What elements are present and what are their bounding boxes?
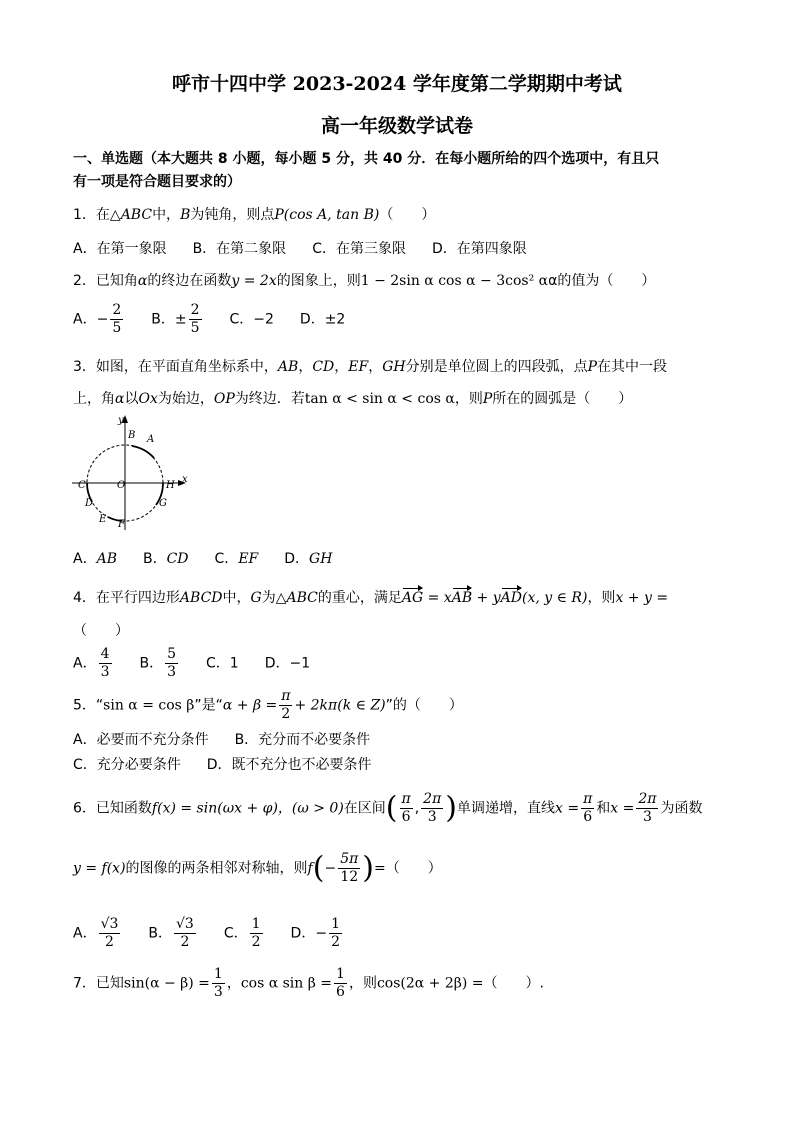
fig-label-a: A <box>147 434 155 445</box>
q6-option-d: D．− <box>290 925 328 942</box>
fig-label-b: B <box>128 430 136 441</box>
q5-option-a: A．必要而不充分条件 <box>73 732 209 748</box>
q4-option-a: A． <box>73 655 97 672</box>
q6-option-b: B． <box>148 925 173 942</box>
question-6-line1: 6．已知函数f(x) = sin(ωx + φ)，(ω > 0)在区间( $\frac{\pi}{6}$ , $\frac{2\pi}{3}$ )单调递增，直线x = $\frac{\pi}{6}$ 和x = $\frac{2\pi}{3}$ 为函数 <box>73 790 703 826</box>
question-5: 5．“sin α = cos β”是“α + β = $\frac{\pi}{2}$ + 2kπ(k ∈ Z)”的（ ） <box>73 688 463 722</box>
q3-option-c: C．EF <box>214 551 259 567</box>
exam-title: 呼市十四中学 2023-2024 学年度第二学期期中考试 <box>172 73 622 95</box>
q4-option-b: B． <box>139 655 164 672</box>
q4-options: A． $\frac{4}{3}$ B． $\frac{5}{3}$ C．1 D．−1 <box>73 646 311 680</box>
q3-option-d: D．GH <box>284 551 333 567</box>
fig-label-c: C <box>78 480 86 491</box>
q5-option-d: D．既不充分也不必要条件 <box>206 757 372 773</box>
question-2: 2．已知角α的终边在函数y = 2x的图象上，则1 − 2sin α cos α − 3cos² αα的值为（ ） <box>73 273 656 289</box>
fig-label-y: y <box>118 415 124 426</box>
q2-expression: 1 − 2sin α cos α − 3cos² α <box>360 273 549 289</box>
question-3-line1: 3．如图，在平面直角坐标系中，AB，CD，EF，GH分别是单位圆上的四段弧，点P在其中一段 <box>73 359 668 375</box>
q5-option-c: C．充分必要条件 <box>73 757 181 773</box>
vector-ag: AG <box>401 590 424 606</box>
fig-label-h: H <box>166 480 175 491</box>
fig-label-e: E <box>99 514 107 525</box>
q5-option-b: B．充分而不必要条件 <box>234 732 371 748</box>
fig-label-o: O <box>117 480 126 491</box>
q1-option-d: D．在第四象限 <box>431 241 527 257</box>
q3-condition: tan α < sin α < cos α <box>304 391 455 407</box>
q2-option-a: A．− <box>73 311 109 328</box>
unit-circle-figure <box>70 412 195 532</box>
q1-options <box>73 240 527 258</box>
q6-option-a: A． <box>73 925 97 942</box>
vector-ab: AB <box>451 590 473 606</box>
q5-options-row2 <box>73 756 372 774</box>
question-6-line2: y = f(x)的图像的两条相邻对称轴，则f(− $\frac{5\pi}{12}$ )=（ ） <box>73 850 442 886</box>
exam-subtitle: 高一年级数学试卷 <box>320 115 473 137</box>
fig-label-f: F <box>118 519 125 530</box>
q1-point: P(cos A, tan B) <box>274 207 380 223</box>
question-3-line2: 上，角α以Ox为始边，OP为终边．若tan α < sin α < cos α，则P所在的圆弧是（ ） <box>73 391 633 407</box>
q6-option-c: C． <box>223 925 248 942</box>
question-7: 7．已知sin(α − β) = $\frac{1}{3}$ ，cos α sin β = $\frac{1}{6}$ ，则cos(2α + 2β) =（ ）. <box>73 966 544 1000</box>
section-heading-line2: 有一项是符合题目要求的） <box>73 174 241 190</box>
vector-ad: AD <box>500 590 522 606</box>
q5-options-row1 <box>73 731 370 749</box>
q1-option-a: A．在第一象限 <box>73 241 167 257</box>
q2-options: A．− $\frac{2}{5}$ B．± $\frac{2}{5}$ C．−2 D．±2 <box>73 302 346 336</box>
question-1: 1．在△ABC中，B为钝角，则点P(cos A, tan B)（ ） <box>73 207 436 223</box>
fig-label-x: x <box>182 474 188 485</box>
q2-option-d: D．±2 <box>299 311 346 328</box>
q1-option-c: C．在第三象限 <box>312 241 406 257</box>
q2-option-c: C．−2 <box>229 311 274 328</box>
q2-option-b: B．± <box>151 311 187 328</box>
question-4-line2: （ ） <box>73 623 129 639</box>
q4-option-d: D．−1 <box>264 655 311 672</box>
q3-options <box>73 550 332 568</box>
section-heading-line1: 一、单选题（本大题共 8 小题，每小题 5 分，共 40 分．在每小题所给的四个选项中，有且只 <box>73 151 660 167</box>
question-4-line1: 4．在平行四边形ABCD中，G为△ABC的重心，满足AG = xAB + yAD(x, y ∈ R)，则x + y = <box>73 590 669 606</box>
q4-option-c: C．1 <box>206 655 239 672</box>
q3-option-b: B．CD <box>142 551 189 567</box>
q6-options: A． $\frac{√3}{2}$ B． $\frac{√3}{2}$ C． $\frac{1}{2}$ D．− $\frac{1}{2}$ <box>73 916 340 950</box>
fig-label-g: G <box>159 498 167 509</box>
q3-option-a: A．AB <box>73 551 117 567</box>
fig-label-d: D <box>85 498 94 509</box>
q1-option-b: B．在第二象限 <box>192 241 287 257</box>
